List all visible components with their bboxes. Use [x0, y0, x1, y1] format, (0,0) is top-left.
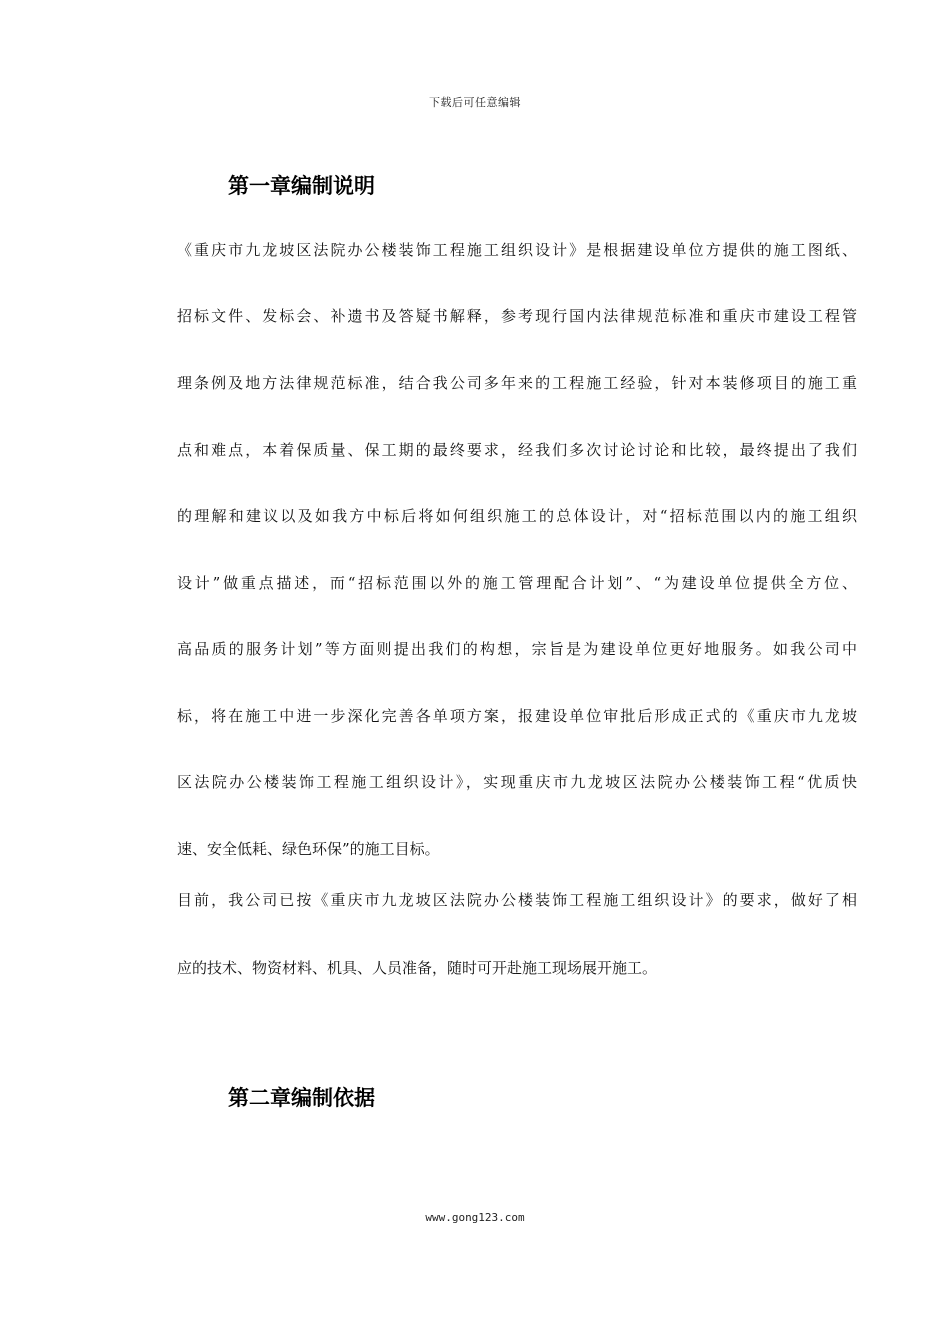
header-note: 下载后可任意编辑 [429, 96, 521, 109]
body-line: 设计”做重点描述，而“招标范围以外的施工管理配合计划”、“为建设单位提供全方位、 [177, 574, 857, 592]
chapter-2-title: 第二章编制依据 [228, 1086, 375, 1110]
body-line: 招标文件、发标会、补遗书及答疑书解释，参考现行国内法律规范标准和重庆市建设工程管 [177, 307, 857, 325]
body-line: 区法院办公楼装饰工程施工组织设计》，实现重庆市九龙坡区法院办公楼装饰工程“优质快 [177, 773, 857, 791]
body-line: 速、安全低耗、绿色环保”的施工目标。 [177, 840, 440, 858]
body-line: 应的技术、物资材料、机具、人员准备，随时可开赴施工现场展开施工。 [177, 959, 658, 977]
body-line: 点和难点，本着保质量、保工期的最终要求，经我们多次讨论讨论和比较，最终提出了我们 [177, 441, 857, 459]
body-line: 目前，我公司已按《重庆市九龙坡区法院办公楼装饰工程施工组织设计》的要求，做好了相 [177, 891, 857, 909]
footer-url: www.gong123.com [425, 1211, 525, 1224]
body-line: 的理解和建议以及如我方中标后将如何组织施工的总体设计，对“招标范围以内的施工组织 [177, 507, 857, 525]
body-line: 《重庆市九龙坡区法院办公楼装饰工程施工组织设计》是根据建设单位方提供的施工图纸、 [177, 241, 857, 259]
body-line: 高品质的服务计划”等方面则提出我们的构想，宗旨是为建设单位更好地服务。如我公司中 [177, 640, 857, 658]
body-line: 标，将在施工中进一步深化完善各单项方案，报建设单位审批后形成正式的《重庆市九龙坡 [177, 707, 857, 725]
chapter-1-title: 第一章编制说明 [228, 174, 375, 198]
body-line: 理条例及地方法律规范标准，结合我公司多年来的工程施工经验，针对本装修项目的施工重 [177, 374, 857, 392]
